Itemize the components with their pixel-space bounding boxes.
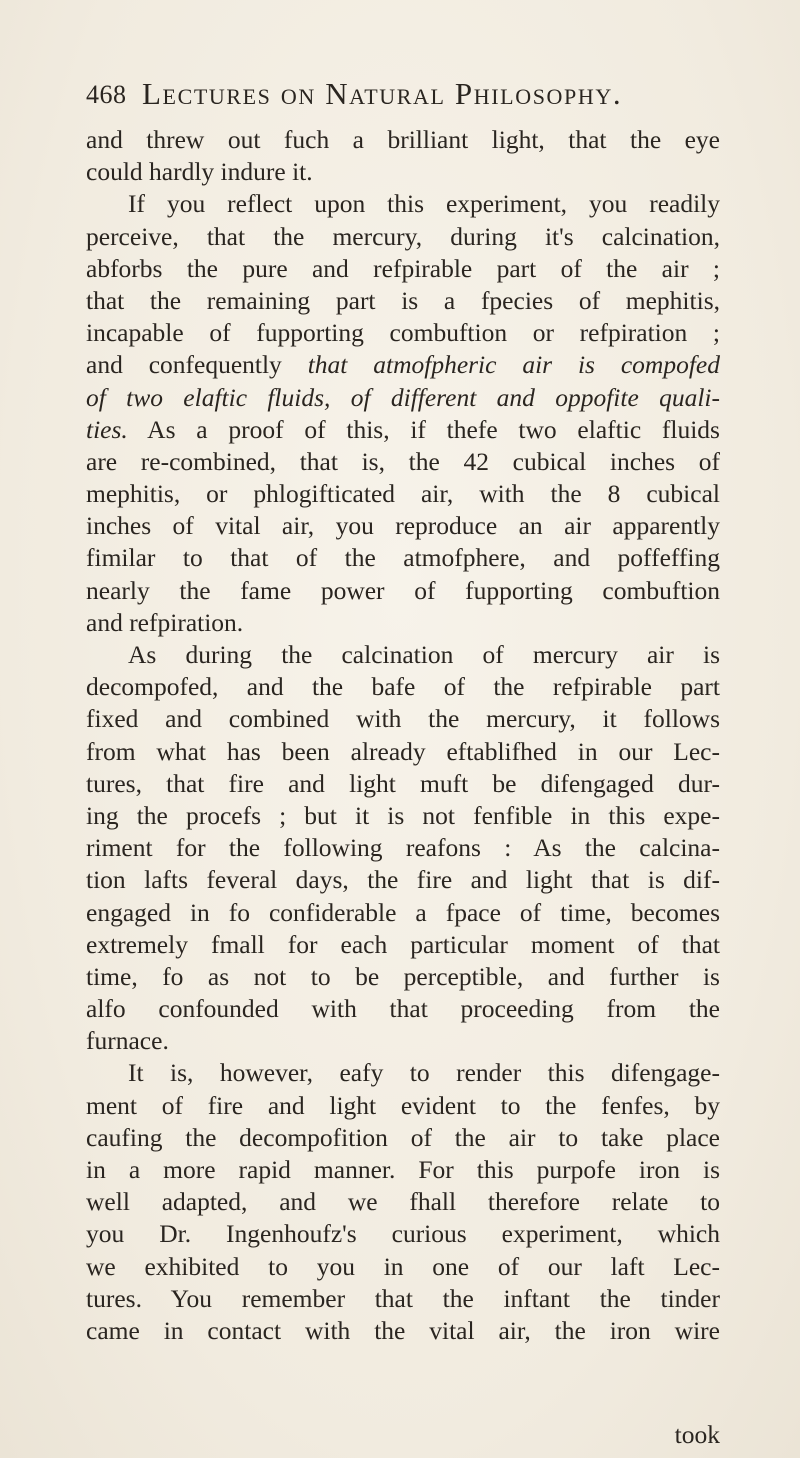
text-line	[86, 510, 720, 542]
text-segment: tion lafts feveral days, the fire and light that is dif-	[86, 865, 720, 895]
text-line	[86, 1251, 720, 1283]
text-segment: decompofed, and the bafe of the refpirable part	[86, 672, 720, 702]
text-segment: alfo confounded with that proceeding from the	[86, 994, 720, 1024]
text-line	[86, 221, 720, 253]
text-segment: mephitis, or phlogifticated air, with the 8 cubical	[86, 479, 720, 509]
text-segment: in a more rapid manner. For this purpofe iron is	[86, 1155, 720, 1184]
text-line	[86, 800, 720, 832]
running-head: Lectures on Natural Philosophy.	[142, 76, 623, 111]
text-line	[86, 382, 720, 414]
text-segment: you Dr. Ingenhoufz's curious experiment, which	[86, 1219, 720, 1249]
text-segment: As a proof of this, if thefe two elaftic fluids	[127, 414, 720, 444]
text-segment: and threw out fuch a brilliant light, that the eye	[86, 125, 720, 154]
text-segment: ing the procefs ; but it is not fenfible in this expe-	[86, 800, 720, 830]
text-line	[86, 864, 720, 896]
text-segment: As during the calcination of mercury air is	[128, 640, 720, 669]
text-segment: fixed and combined with the mercury, it follows	[86, 704, 720, 734]
text-line	[86, 1025, 720, 1057]
italic-text: of two elaftic fluids, of different and oppofite quali-	[86, 382, 720, 412]
text-line	[86, 124, 720, 156]
text-segment: tures, that fire and light muft be difengaged dur-	[86, 768, 720, 798]
text-segment: nearly the fame power of fupporting combuftion	[86, 575, 720, 605]
text-line	[86, 478, 720, 510]
text-segment: riment for the following reafons : As the calcina-	[86, 833, 720, 863]
page-header	[86, 76, 726, 120]
text-line	[86, 1122, 720, 1154]
text-segment: from what has been already eftablifhed in our Lec-	[86, 736, 720, 766]
text-line	[86, 703, 720, 735]
text-line	[86, 607, 720, 639]
text-segment: If you reflect upon this experiment, you readily	[128, 189, 720, 219]
italic-text: ties.	[86, 414, 128, 444]
text-line	[86, 929, 720, 961]
text-segment: incapable of fupporting combuftion or refpiration ;	[86, 318, 720, 348]
text-segment: could hardly indure it.	[86, 157, 313, 187]
text-segment: inches of vital air, you reproduce an air apparently	[86, 511, 720, 541]
text-line	[86, 1090, 720, 1122]
text-line	[86, 1218, 720, 1250]
text-line	[86, 961, 720, 993]
text-segment: and refpiration.	[86, 607, 244, 637]
text-line	[86, 542, 720, 574]
text-segment: perceive, that the mercury, during it's calcination,	[86, 221, 720, 251]
text-line	[86, 1154, 720, 1186]
text-segment: that the remaining part is a fpecies of mephitis,	[86, 285, 720, 315]
text-line	[86, 156, 720, 188]
text-line	[86, 897, 720, 929]
catchword: took	[674, 1420, 720, 1449]
text-line	[86, 188, 720, 220]
text-line	[86, 1283, 720, 1315]
text-segment: are re-combined, that is, the 42 cubical inches of	[86, 446, 720, 476]
text-segment: abforbs the pure and refpirable part of the air ;	[86, 253, 720, 283]
text-line	[86, 639, 720, 671]
text-segment: engaged in fo confiderable a fpace of time, becomes	[86, 897, 720, 927]
text-line	[86, 253, 720, 285]
text-line	[86, 349, 720, 381]
text-segment: ment of fire and light evident to the fenfes, by	[86, 1090, 720, 1120]
text-segment: extremely fmall for each particular moment of that	[86, 929, 720, 959]
text-line	[86, 446, 720, 478]
text-segment: and confequently	[86, 350, 308, 380]
text-line	[86, 671, 720, 703]
text-line	[86, 285, 720, 317]
text-line	[86, 768, 720, 800]
body-text	[86, 124, 720, 1347]
text-line	[86, 1186, 720, 1218]
text-segment: time, fo as not to be perceptible, and further is	[86, 961, 720, 991]
text-line	[86, 1057, 720, 1089]
text-segment: caufing the decompofition of the air to take place	[86, 1122, 720, 1152]
text-segment: well adapted, and we fhall therefore relate to	[86, 1187, 720, 1217]
text-segment: It is, however, eafy to render this difengage-	[128, 1058, 720, 1088]
text-line	[86, 575, 720, 607]
text-segment: fimilar to that of the atmofphere, and poffeffing	[86, 543, 720, 573]
text-segment: came in contact with the vital air, the iron wire	[86, 1315, 720, 1345]
text-line	[86, 736, 720, 768]
text-line	[86, 993, 720, 1025]
text-segment: we exhibited to you in one of our laft Lec-	[86, 1251, 720, 1281]
text-line	[86, 832, 720, 864]
page-number: 468	[86, 80, 127, 109]
text-line	[86, 1315, 720, 1347]
text-line	[86, 414, 720, 446]
text-segment: tures. You remember that the inftant the tinder	[86, 1283, 720, 1313]
text-segment: furnace.	[86, 1026, 169, 1056]
text-line	[86, 317, 720, 349]
italic-text: that atmofpheric air is compofed	[307, 350, 720, 380]
